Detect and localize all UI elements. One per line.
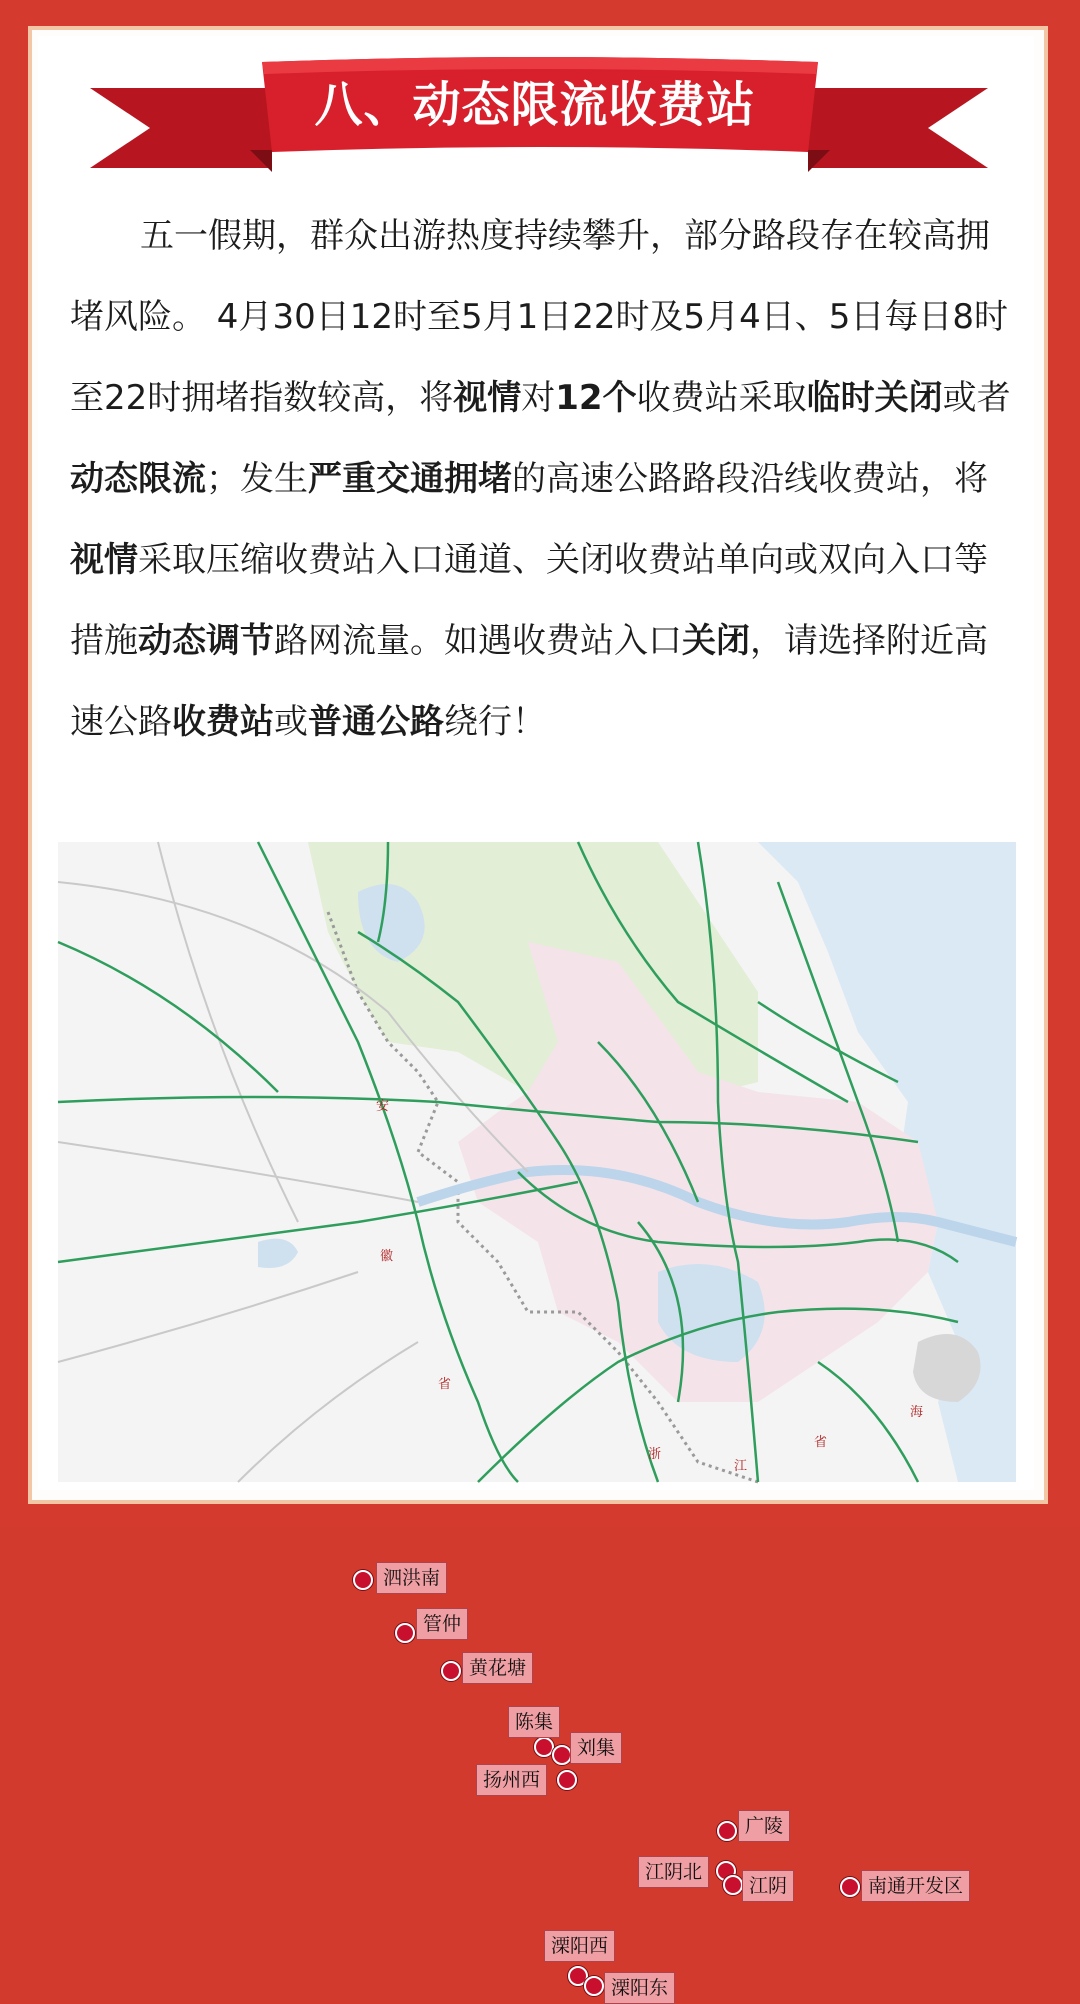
emphasis-text: 视情: [453, 378, 522, 418]
text-segment: 或: [274, 702, 308, 742]
station-label: 陈集: [508, 1706, 560, 1738]
page-title: 八、动态限流收费站: [314, 77, 756, 133]
station-label: 溧阳东: [604, 1972, 675, 2004]
station-label: 管仲: [416, 1608, 468, 1640]
emphasis-text: 视情: [70, 540, 138, 580]
region-label: 徽: [380, 1249, 394, 1264]
highway-map: [58, 842, 1016, 1999]
station-label: 刘集: [570, 1732, 622, 1764]
station-dot: [840, 1877, 860, 1897]
station-dot: [557, 1770, 577, 1790]
region-label: 省: [814, 1435, 828, 1450]
text-segment: 收费站采取: [636, 378, 807, 418]
station-dot: [717, 1821, 737, 1841]
emphasis-text: 严重交通拥堵: [308, 459, 512, 499]
text-segment: ，请选择附近高速公路: [70, 621, 988, 742]
station-label: 南通开发区: [861, 1870, 970, 1902]
emphasis-text: 临时关闭: [806, 378, 943, 418]
station-label: 江阴北: [638, 1856, 709, 1888]
station-dot: [441, 1661, 461, 1681]
emphasis-text: 12个: [555, 378, 637, 418]
text-segment: 路网流量。如遇收费站入口: [274, 621, 682, 661]
text-segment: 的高速公路路段沿线收费站，将: [512, 459, 988, 499]
station-dot: [534, 1737, 554, 1757]
emphasis-text: 动态调节: [138, 621, 274, 661]
text-segment: 绕行！: [444, 702, 546, 742]
station-label: 广陵: [738, 1810, 790, 1842]
station-label: 溧阳西: [544, 1930, 615, 1962]
emphasis-text: 普通公路: [308, 702, 444, 742]
emphasis-text: 收费站: [172, 702, 274, 742]
station-dot: [723, 1875, 743, 1895]
region-label: 浙: [648, 1447, 662, 1462]
station-label: 扬州西: [476, 1764, 547, 1796]
text-segment: ；发生: [206, 459, 308, 499]
station-dot: [395, 1623, 415, 1643]
text-segment: 对: [521, 378, 556, 418]
region-label: 海: [910, 1405, 924, 1420]
region-label: 省: [438, 1377, 452, 1392]
station-label: 江阴: [742, 1870, 794, 1902]
station-label: 泗洪南: [376, 1562, 447, 1594]
text-segment: 采取压缩收费站入口通道、关闭收费站单向或双向入口等措施: [70, 540, 988, 661]
region-label: 安: [376, 1099, 390, 1114]
emphasis-text: 动态限流: [70, 459, 206, 499]
notice-paragraph: [70, 196, 1020, 763]
text-segment: 或者: [942, 378, 1011, 418]
region-label: 江: [734, 1459, 748, 1474]
text-segment: 五一假期，群众出游热度持续攀升，部分路段存在较高拥堵风险。 4月30日12时至5月1日22时及5月4日、5日每日8时至22时拥堵指数较高，将: [70, 216, 1009, 418]
map-canvas: [58, 842, 1016, 1482]
station-dot: [584, 1976, 604, 1996]
station-dot: [552, 1745, 572, 1765]
emphasis-text: 关闭: [682, 621, 750, 661]
station-dot: [353, 1570, 373, 1590]
station-label: 黄花塘: [462, 1652, 533, 1684]
